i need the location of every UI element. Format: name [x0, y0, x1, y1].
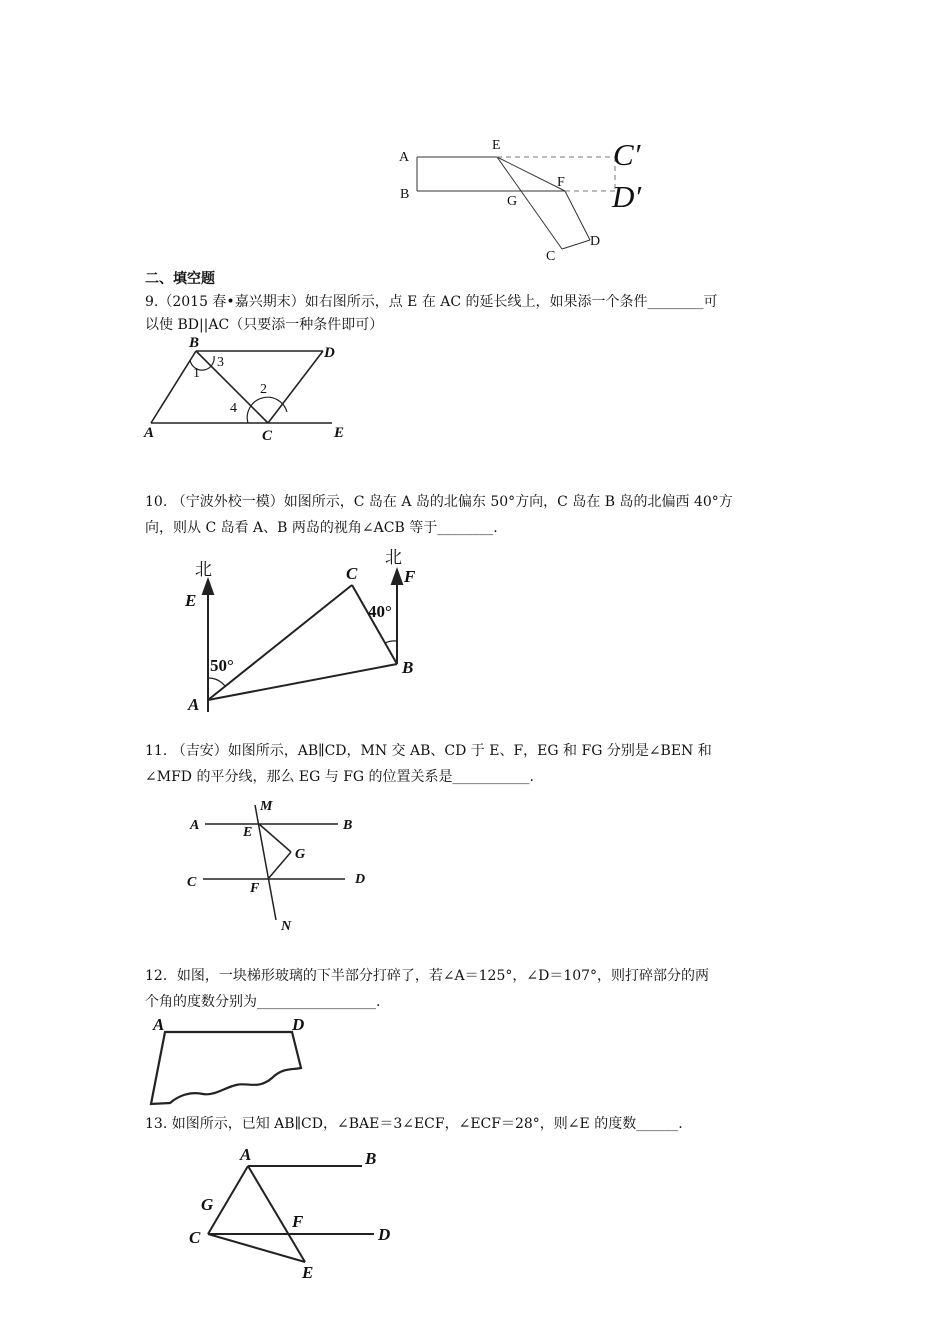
q13-label-b: B [365, 1149, 377, 1168]
q11-label-g: G [295, 847, 306, 862]
q9-line1: 9.（2015 春•嘉兴期末）如右图所示，点 E 在 AC 的延长线上，如果添一个条件________可 [145, 294, 718, 310]
q10-angle-50: 50° [210, 656, 234, 675]
q9-angle-2: 2 [260, 382, 267, 397]
fig8-label-d: D [590, 234, 601, 249]
q11-label-n: N [281, 919, 292, 934]
q11-label-f: F [250, 881, 260, 896]
q10-label-north-a: 北 [195, 560, 212, 579]
q13-label-d: D [378, 1225, 391, 1244]
q9-label-d: D [324, 345, 335, 361]
fig8-label-f: F [557, 175, 565, 190]
q10-label-f: F [404, 567, 416, 586]
fig8-label-g: G [507, 194, 518, 209]
section-title: 二、填空题 [145, 271, 215, 287]
q10-label-e: E [185, 591, 197, 610]
q9-angle-3: 3 [217, 355, 224, 370]
q13-line-ac [208, 1166, 248, 1234]
q13-label-a: A [240, 1145, 252, 1164]
q13-label-f: F [292, 1212, 304, 1231]
q11-line1: 11. （吉安）如图所示，AB∥CD，MN 交 AB、CD 于 E、F，EG 和 FG 分别是∠BEN 和 [145, 743, 712, 759]
q10-angle-40: 40° [368, 602, 392, 621]
q13-label-g: G [201, 1195, 214, 1214]
q9-angle-4: 4 [230, 401, 237, 416]
q12-line1: 12．如图，一块梯形玻璃的下半部分打碎了，若∠A＝125°，∠D＝107°，则打碎部分的两 [145, 968, 710, 984]
q10-line2: 向，则从 C 岛看 A、B 两岛的视角∠ACB 等于________. [145, 520, 498, 536]
q11-label-b: B [343, 818, 353, 833]
q10-label-b: B [402, 658, 414, 677]
q9-label-e: E [334, 425, 345, 441]
q9-angle-1: 1 [193, 366, 200, 381]
fig8-label-e: E [492, 138, 501, 153]
q9-label-b: B [189, 335, 200, 351]
q10-label-a: A [188, 695, 200, 714]
q13-label-c: C [189, 1228, 201, 1247]
fig8-label-c: C [546, 249, 556, 264]
q13-line1: 13. 如图所示，已知 AB∥CD，∠BAE＝3∠ECF，∠ECF＝28°，则∠E 的度数______. [145, 1116, 683, 1132]
q10-label-north-b: 北 [385, 548, 402, 567]
q9-label-c: C [262, 428, 273, 444]
q11-label-c: C [187, 875, 197, 890]
q10-label-c: C [346, 564, 358, 583]
q10-line1: 10. （宁波外校一模）如图所示，C 岛在 A 岛的北偏东 50°方向，C 岛在 B 岛的北偏西 40°方 [145, 494, 733, 510]
fig8-label-d-prime: D′ [612, 179, 642, 214]
q9-label-a: A [144, 425, 155, 441]
q11-label-m: M [260, 799, 273, 814]
fig8-label-a: A [399, 150, 410, 165]
q12-label-d: D [292, 1015, 305, 1034]
q11-label-a: A [190, 818, 200, 833]
q9-line2: 以使 BD||AC（只要添一种条件即可） [145, 317, 384, 333]
q11-line2: ∠MFD 的平分线，那么 EG 与 FG 的位置关系是___________. [145, 769, 535, 785]
fig8-label-c-prime: C′ [613, 137, 641, 172]
fig8-label-b: B [400, 187, 410, 202]
q13-label-e: E [302, 1263, 314, 1282]
q12-label-a: A [153, 1015, 165, 1034]
q11-label-e: E [243, 825, 253, 840]
q12-line2: 个角的度数分别为_________________. [145, 994, 381, 1010]
q11-label-d: D [355, 872, 366, 887]
